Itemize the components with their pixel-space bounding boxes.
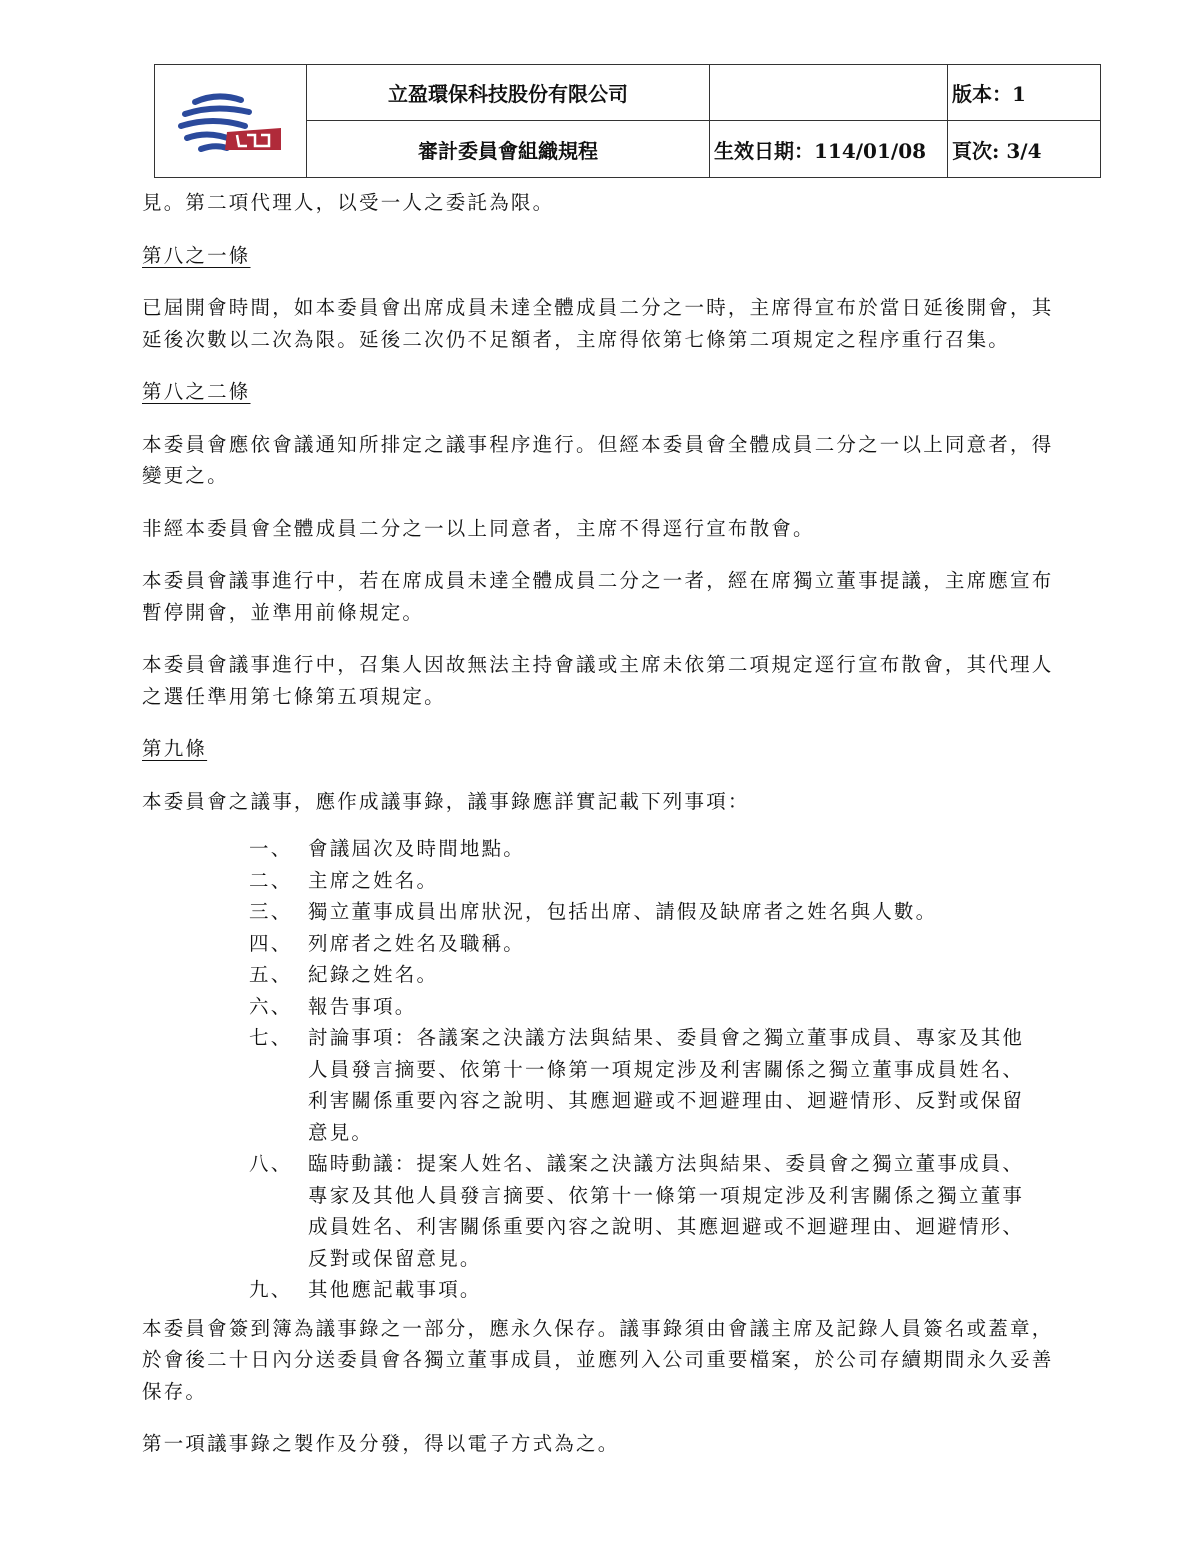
list-item	[142, 1274, 1062, 1306]
document-header	[154, 64, 1101, 178]
list-item-number: 四、	[249, 931, 293, 955]
company-name: 立盈環保科技股份有限公司	[307, 65, 710, 121]
paragraph-article-8-2-2: 非經本委員會全體成員二分之一以上同意者，主席不得逕行宣布散會。	[142, 516, 815, 540]
paragraph-continuation: 見。第二項代理人，以受一人之委託為限。	[142, 191, 555, 214]
list-item-text: 臨時動議：提案人姓名、議案之決議方法與結果、委員會之獨立董事成員、專家及其他人員發言摘要、依第十一條第一項規定涉及利害關係之獨立董事成員姓名、利害關係重要內容之說明、其應迴避或不迴避理由、迴避情形、反對或保留意見。	[308, 1152, 1025, 1270]
paragraph-article-8-2-4: 本委員會議事進行中，召集人因故無法主持會議或主席未依第二項規定逕行宣布散會，其代理人之選任準用第七條第五項規定。	[142, 653, 1054, 708]
list-item-number: 六、	[249, 994, 293, 1018]
list-item-text: 獨立董事成員出席狀況，包括出席、請假及缺席者之姓名與人數。	[308, 900, 938, 923]
effective-date: 生效日期：114/01/08	[710, 121, 948, 178]
list-item	[142, 991, 1062, 1023]
list-item-number: 九、	[249, 1278, 293, 1301]
list-item	[142, 1148, 1062, 1274]
paragraph-article-9-intro: 本委員會之議事，應作成議事錄，議事錄應詳實記載下列事項：	[142, 789, 750, 813]
list-item-number: 一、	[249, 837, 293, 860]
document-title: 審計委員會組織規程	[307, 121, 710, 178]
list-item	[142, 1022, 1062, 1148]
list-item-text: 列席者之姓名及職稱。	[308, 931, 526, 955]
list-item-number: 五、	[249, 963, 293, 986]
list-item-number: 二、	[249, 868, 293, 892]
list-item	[142, 959, 1062, 991]
article-heading-8-1: 第八之一條	[142, 243, 251, 267]
list-item-number: 三、	[249, 900, 293, 923]
header-spacer	[710, 65, 948, 121]
list-item-text: 報告事項。	[308, 994, 417, 1018]
company-logo-icon	[175, 88, 287, 154]
paragraph-article-9-2: 本委員會簽到簿為議事錄之一部分，應永久保存。議事錄須由會議主席及記錄人員簽名或蓋章，於會後二十日內分送委員會各獨立董事成員，並應列入公司重要檔案，於公司存續期間永久妥善保存。	[142, 1316, 1054, 1403]
list-item-number: 七、	[249, 1026, 293, 1049]
list-item-text: 討論事項：各議案之決議方法與結果、委員會之獨立董事成員、專家及其他人員發言摘要、依第十一條第一項規定涉及利害關係之獨立董事成員姓名、利害關係重要內容之說明、其應迴避或不迴避理由、迴避情形、反對或保留意見。	[308, 1026, 1025, 1144]
list-item	[142, 896, 1062, 928]
paragraph-article-8-2-1: 本委員會應依會議通知所排定之議事程序進行。但經本委員會全體成員二分之一以上同意者，得變更之。	[142, 432, 1054, 487]
article-heading-9: 第九條	[142, 737, 208, 760]
list-item	[142, 865, 1062, 897]
logo-cell	[155, 65, 307, 178]
paragraph-article-8-1: 已屆開會時間，如本委員會出席成員未達全體成員二分之一時，主席得宣布於當日延後開會，其延後次數以二次為限。延後二次仍不足額者，主席得依第七條第二項規定之程序重行召集。	[142, 296, 1054, 351]
list-item-text: 紀錄之姓名。	[308, 963, 439, 986]
document-body	[142, 187, 1062, 1481]
minutes-items-list	[142, 833, 1062, 1306]
list-item-text: 其他應記載事項。	[308, 1278, 482, 1301]
article-heading-8-2: 第八之二條	[142, 380, 251, 403]
list-item	[142, 833, 1062, 865]
list-item-text: 會議屆次及時間地點。	[308, 837, 526, 860]
page-number: 頁次: 3/4	[948, 121, 1101, 178]
list-item-text: 主席之姓名。	[308, 868, 439, 892]
paragraph-article-8-2-3: 本委員會議事進行中，若在席成員未達全體成員二分之一者，經在席獨立董事提議，主席應宣布暫停開會，並準用前條規定。	[142, 569, 1054, 624]
version-label: 版本：1	[948, 65, 1101, 121]
list-item-number: 八、	[249, 1152, 293, 1175]
paragraph-article-9-3: 第一項議事錄之製作及分發，得以電子方式為之。	[142, 1432, 620, 1455]
list-item	[142, 928, 1062, 960]
